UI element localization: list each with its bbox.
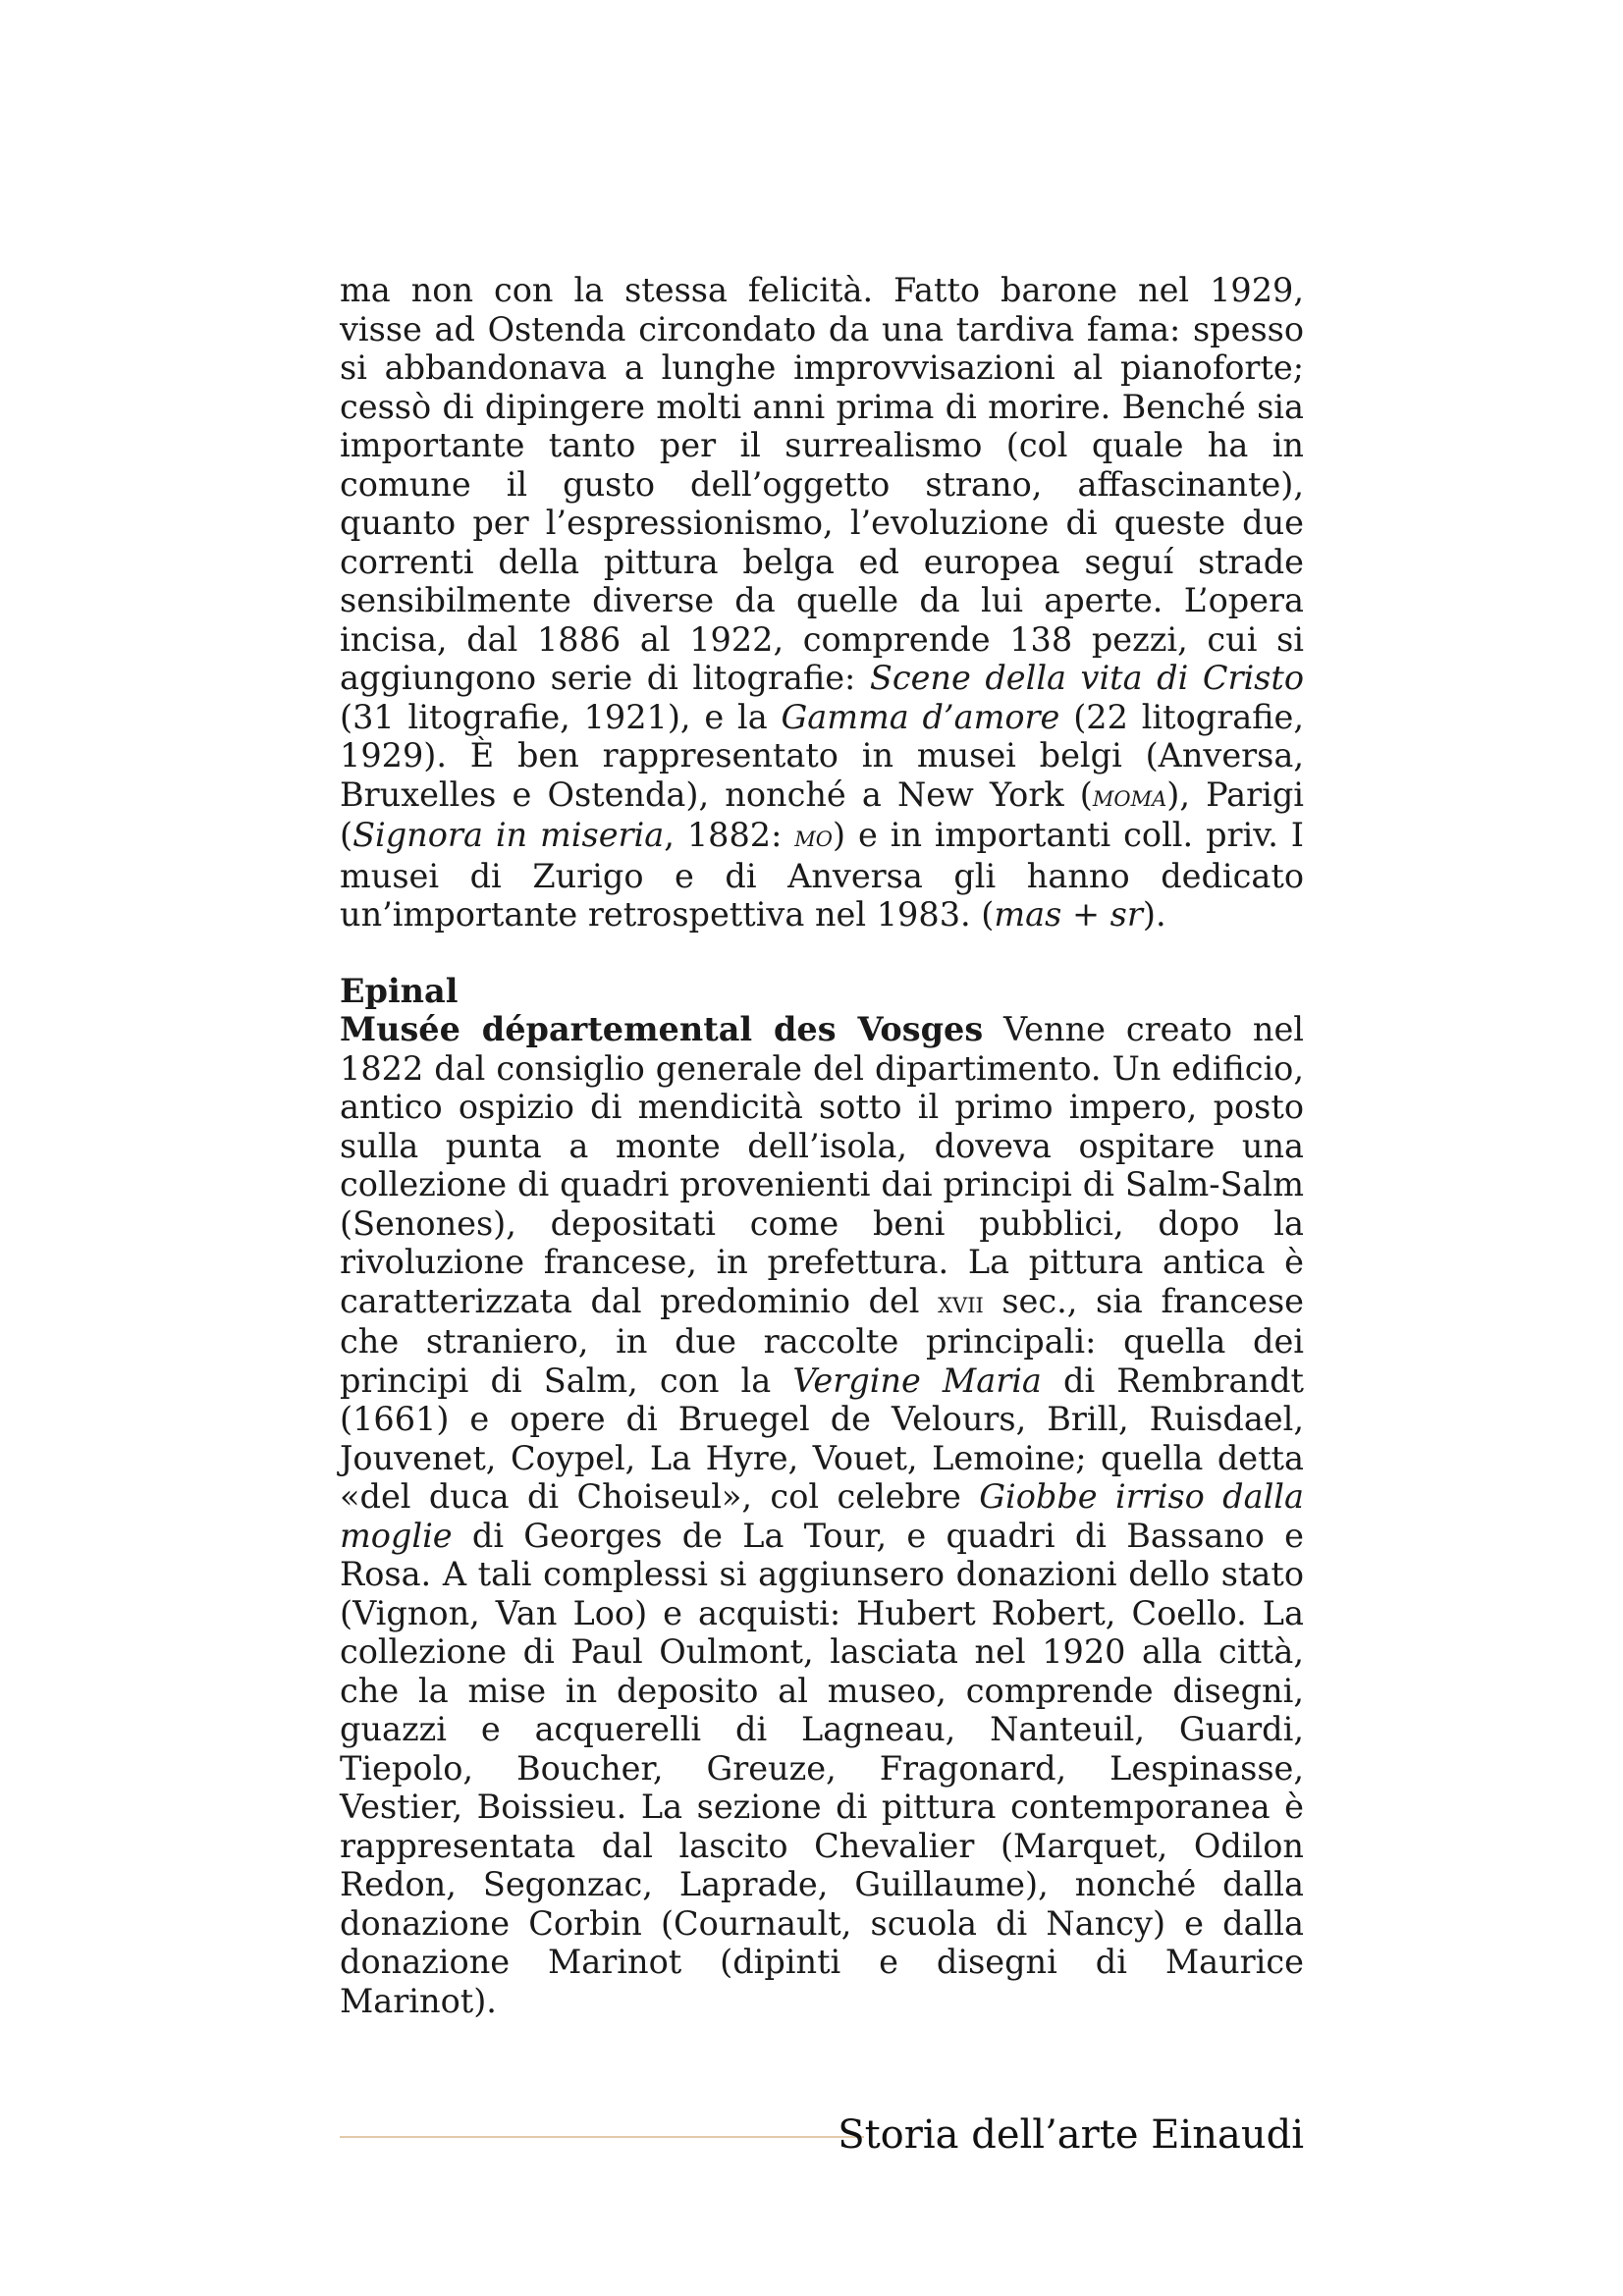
text-run: (22 litografie, 1929). È ben rappresentato in musei belgi (Anversa, Bruxelles e Ostenda), nonché a New York ( <box>340 697 1304 814</box>
museum-abbreviation: mo <box>794 820 833 854</box>
text-run: sec., sia francese che straniero, in due raccolte principali: quella dei principi di Salm, con la <box>340 1281 1305 1400</box>
museum-abbreviation: moma <box>1092 778 1167 814</box>
text-run: ma non con la stessa felicità. Fatto barone nel 1929, visse ad Ostenda circondato da una tardiva fama: spesso si abbandonava a lunghe improvvisazioni al pianoforte; cessò di dipingere molti anni prima di morire. Benché sia importante tanto per il surrealismo (col quale ha in comune il gusto dell’oggetto strano, affascinante), quanto per l’espressionismo, l’evoluzione di queste due correnti della pittura belga ed europea seguí strade sensibilmente diverse da quelle da lui aperte. L’opera incisa, dal 1886 al 1922, comprende 138 pezzi, cui si aggiungono serie di litografie: <box>340 271 1304 697</box>
artwork-title-italic: Gamma d’amore <box>781 697 1060 736</box>
text-run: , 1882: <box>664 816 795 854</box>
page-footer <box>340 2110 1304 2169</box>
artwork-title-italic: Giobbe irriso dalla moglie <box>340 1477 1304 1555</box>
text-run: ), Parigi ( <box>340 774 1305 854</box>
footer-publication-title: Storia dell’arte Einaudi <box>838 2112 1304 2158</box>
text-run: di Rembrandt (1661) e opere di Bruegel de Velours, Brill, Ruisdael, Jouvenet, Coypel, La Hyre, Vouet, Lemoine; quella detta «del duca di Choiseul», col celebre <box>340 1361 1305 1516</box>
text-run: Venne creato nel 1822 dal consiglio generale del dipartimento. Un edificio, antico ospizio di mendicità sotto il primo impero, posto sulla punta a monte dell’isola, doveva ospitare una collezione di quadri provenienti dai principi di Salm-Salm (Senones), depositati come beni pubblici, dopo la rivoluzione francese, in prefettura. La pittura antica è caratterizzata dal predominio del <box>340 1010 1304 1320</box>
text-run: ) e in importanti coll. priv. I musei di Zurigo e di Anversa gli hanno dedicato un’importante retrospettiva nel 1983. ( <box>340 816 1304 934</box>
artwork-title-italic: Vergine Maria <box>792 1361 1042 1400</box>
author-initials: mas + sr <box>994 895 1143 934</box>
museum-entry-paragraph <box>340 1010 1304 2020</box>
artwork-title-italic: Signora in miseria <box>352 816 665 854</box>
footer-divider <box>340 2136 864 2138</box>
page-body <box>340 271 1304 2020</box>
text-run: di Georges de La Tour, e quadri di Bassano e Rosa. A tali complessi si aggiunsero donazioni dello stato (Vignon, Van Loo) e acquisti: Hubert Robert, Coello. La collezione di Paul Oulmont, lasciata nel 1920 alla città, che la mise in deposito al museo, comprende disegni, guazzi e acquerelli di Lagneau, Nanteuil, Guardi, Tiepolo, Boucher, Greuze, Fragonard, Lespinasse, Vestier, Boissieu. La sezione di pittura contemporanea è rappresentata dal lascito Chevalier (Marquet, Odilon Redon, Segonzac, Laprade, Guillaume), nonché dalla donazione Corbin (Cournault, scuola di Nancy) e dalla donazione Marinot (dipinti e disegni di Maurice Marinot). <box>340 1516 1304 2020</box>
artwork-title-italic: Scene della vita di Cristo <box>869 659 1305 697</box>
century-numeral: xvii <box>938 1285 984 1320</box>
museum-name: Musée départemental des Vosges <box>340 1010 984 1048</box>
text-run: ). <box>1142 895 1166 934</box>
entry-continuation-paragraph <box>340 271 1304 934</box>
section-heading: Epinal <box>340 971 459 1010</box>
text-run: (31 litografie, 1921), e la <box>340 697 782 736</box>
